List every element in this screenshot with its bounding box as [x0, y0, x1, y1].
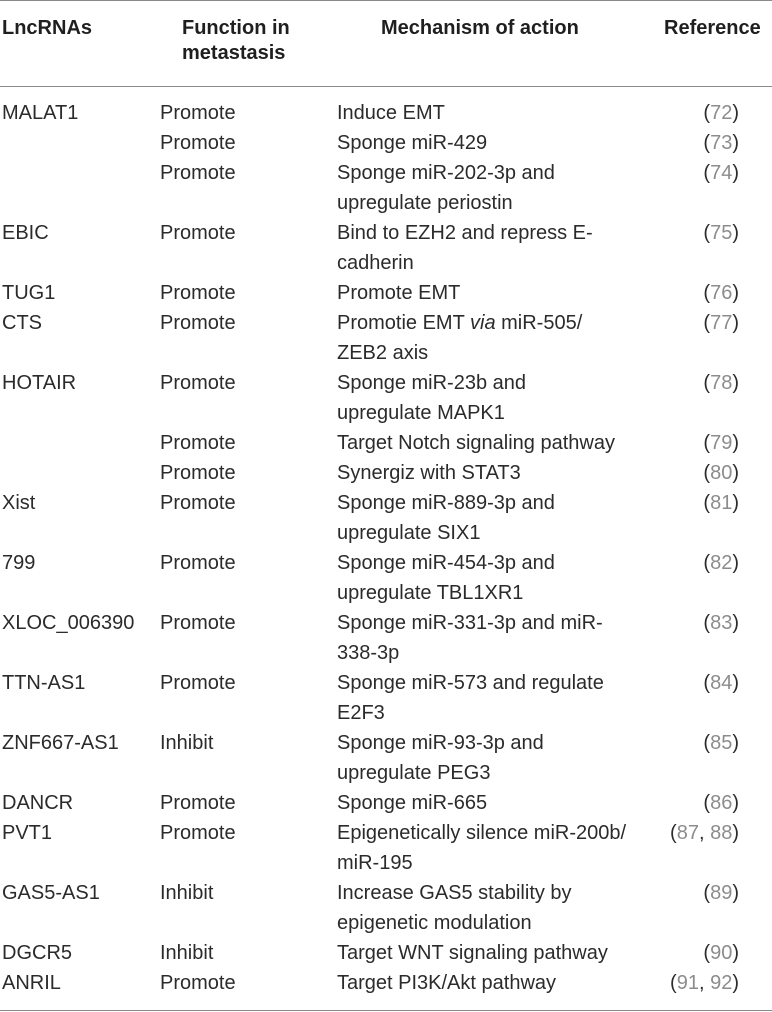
cell-function: Promote [160, 612, 236, 634]
cell-function: Promote [160, 162, 236, 184]
table-row [0, 728, 772, 788]
header-reference: Reference [664, 17, 761, 39]
table-row [0, 128, 772, 158]
cell-function: Promote [160, 822, 236, 844]
cell-function: Promote [160, 312, 236, 334]
table-row [0, 878, 772, 938]
cell-lncrna: TUG1 [2, 282, 56, 304]
cell-function: Promote [160, 492, 236, 514]
cell-lncrna: DGCR5 [2, 942, 73, 964]
reference-link[interactable]: 88 [710, 822, 733, 844]
mechanism-line: Promote EMT [337, 282, 461, 304]
table-row [0, 158, 772, 218]
mechanism-line: Epigenetically silence miR-200b/ [337, 822, 627, 844]
cell-function: Promote [160, 672, 236, 694]
table-row [0, 368, 772, 428]
reference-link[interactable]: 91 [676, 972, 699, 994]
table-row [0, 788, 772, 818]
table-header [0, 16, 772, 76]
mechanism-line: ZEB2 axis [337, 342, 429, 364]
header-rule [0, 86, 772, 87]
cell-reference: (74) [703, 162, 739, 184]
cell-mechanism [337, 968, 556, 998]
cell-mechanism [337, 428, 615, 458]
mechanism-line: upregulate MAPK1 [337, 402, 505, 424]
reference-link[interactable]: 87 [676, 822, 699, 844]
mechanism-line: Sponge miR-665 [337, 792, 488, 814]
reference-link[interactable]: 82 [710, 552, 733, 574]
cell-lncrna: 799 [2, 552, 36, 574]
cell-function: Promote [160, 282, 236, 304]
table-row [0, 278, 772, 308]
table-row [0, 488, 772, 548]
reference-link[interactable]: 73 [710, 132, 733, 154]
reference-link[interactable]: 76 [710, 282, 733, 304]
mechanism-line: upregulate SIX1 [337, 522, 481, 544]
cell-reference: (86) [703, 792, 739, 814]
cell-lncrna: Xist [2, 492, 36, 514]
cell-lncrna: ANRIL [2, 972, 61, 994]
mechanism-line: Sponge miR-93-3p and [337, 732, 544, 754]
reference-link[interactable]: 92 [710, 972, 733, 994]
cell-function: Promote [160, 462, 236, 484]
cell-function: Promote [160, 432, 236, 454]
reference-link[interactable]: 83 [710, 612, 733, 634]
mechanism-text: Promotie EMT [337, 312, 470, 334]
cell-lncrna: TTN-AS1 [2, 672, 86, 694]
cell-reference: (79) [703, 432, 739, 454]
cell-function: Promote [160, 102, 236, 124]
cell-reference: (76) [703, 282, 739, 304]
table-row [0, 308, 772, 368]
mechanism-line: 338-3p [337, 642, 400, 664]
header-function-line1: Function in [182, 17, 290, 39]
cell-function: Promote [160, 222, 236, 244]
cell-mechanism [337, 158, 555, 218]
mechanism-line: Target Notch signaling pathway [337, 432, 615, 454]
mechanism-line: Sponge miR-573 and regulate [337, 672, 604, 694]
cell-reference: (82) [703, 552, 739, 574]
mechanism-line: Sponge miR-202-3p and [337, 162, 555, 184]
cell-lncrna: DANCR [2, 792, 74, 814]
mechanism-line: Sponge miR-23b and [337, 372, 527, 394]
cell-function: Inhibit [160, 732, 214, 754]
table-row [0, 548, 772, 608]
cell-lncrna: XLOC_006390 [2, 612, 135, 634]
cell-mechanism [337, 788, 487, 818]
header-function [182, 16, 290, 66]
cell-reference: (89) [703, 882, 739, 904]
reference-link[interactable]: 85 [710, 732, 733, 754]
cell-function: Promote [160, 372, 236, 394]
reference-link[interactable]: 72 [710, 102, 733, 124]
cell-lncrna: ZNF667-AS1 [2, 732, 119, 754]
cell-reference: (87, 88) [670, 822, 739, 844]
table-row [0, 608, 772, 668]
cell-lncrna: HOTAIR [2, 372, 77, 394]
mechanism-line: Induce EMT [337, 102, 445, 124]
cell-mechanism [337, 668, 604, 728]
cell-reference: (78) [703, 372, 739, 394]
header-lncrnas: LncRNAs [2, 17, 93, 39]
table-row [0, 218, 772, 278]
table-row [0, 938, 772, 968]
bottom-rule [0, 1010, 772, 1011]
mechanism-italic-text: via [470, 312, 496, 334]
mechanism-line: Sponge miR-889-3p and [337, 492, 555, 514]
cell-lncrna: EBIC [2, 222, 49, 244]
table-row [0, 818, 772, 878]
mechanism-line: Increase GAS5 stability by [337, 882, 572, 904]
cell-reference: (84) [703, 672, 739, 694]
mechanism-line: Synergiz with STAT3 [337, 462, 521, 484]
cell-lncrna: CTS [2, 312, 42, 334]
mechanism-line: Target WNT signaling pathway [337, 942, 608, 964]
cell-mechanism [337, 728, 544, 788]
cell-function: Promote [160, 132, 236, 154]
cell-mechanism [337, 128, 487, 158]
reference-link[interactable]: 78 [710, 372, 733, 394]
cell-reference: (90) [703, 942, 739, 964]
header-function-line2: metastasis [182, 42, 286, 64]
table-row [0, 428, 772, 458]
cell-function: Inhibit [160, 882, 214, 904]
table-row [0, 458, 772, 488]
cell-mechanism [337, 818, 626, 878]
mechanism-line: Sponge miR-429 [337, 132, 488, 154]
cell-reference: (85) [703, 732, 739, 754]
cell-reference: (83) [703, 612, 739, 634]
cell-mechanism [337, 938, 608, 968]
cell-mechanism [337, 218, 593, 278]
mechanism-line: upregulate PEG3 [337, 762, 491, 784]
reference-link[interactable]: 79 [710, 432, 733, 454]
cell-mechanism [337, 368, 526, 428]
cell-reference: (91, 92) [670, 972, 739, 994]
mechanism-line: epigenetic modulation [337, 912, 532, 934]
mechanism-line: Target PI3K/Akt pathway [337, 972, 557, 994]
mechanism-line: E2F3 [337, 702, 385, 724]
reference-link[interactable]: 77 [710, 312, 733, 334]
mechanism-line: Sponge miR-454-3p and [337, 552, 555, 574]
reference-link[interactable]: 84 [710, 672, 733, 694]
top-rule [0, 0, 772, 1]
mechanism-line: upregulate TBL1XR1 [337, 582, 524, 604]
mechanism-line: cadherin [337, 252, 414, 274]
reference-link[interactable]: 75 [710, 222, 733, 244]
cell-reference: (75) [703, 222, 739, 244]
reference-link[interactable]: 86 [710, 792, 733, 814]
mechanism-line: miR-195 [337, 852, 413, 874]
cell-lncrna: PVT1 [2, 822, 53, 844]
cell-function: Inhibit [160, 942, 214, 964]
cell-mechanism [337, 488, 555, 548]
cell-reference: (73) [703, 132, 739, 154]
mechanism-line: Sponge miR-331-3p and miR- [337, 612, 603, 634]
table-row [0, 98, 772, 128]
table-row [0, 668, 772, 728]
cell-reference: (80) [703, 462, 739, 484]
mechanism-line: Bind to EZH2 and repress E- [337, 222, 593, 244]
header-mechanism: Mechanism of action [381, 17, 579, 39]
cell-function: Promote [160, 792, 236, 814]
reference-link[interactable]: 89 [710, 882, 733, 904]
cell-mechanism [337, 458, 521, 488]
mechanism-line: upregulate periostin [337, 192, 513, 214]
cell-mechanism [337, 308, 582, 368]
cell-function: Promote [160, 972, 236, 994]
reference-link[interactable]: 74 [710, 162, 733, 184]
cell-lncrna: GAS5-AS1 [2, 882, 100, 904]
cell-lncrna: MALAT1 [2, 102, 79, 124]
reference-link[interactable]: 90 [710, 942, 733, 964]
mechanism-text: miR-505/ [495, 312, 583, 334]
cell-reference: (81) [703, 492, 739, 514]
mechanism-line [337, 308, 582, 338]
cell-mechanism [337, 278, 460, 308]
cell-mechanism [337, 608, 603, 668]
cell-reference: (77) [703, 312, 739, 334]
table-row [0, 968, 772, 998]
cell-mechanism [337, 548, 555, 608]
cell-reference: (72) [703, 102, 739, 124]
cell-function: Promote [160, 552, 236, 574]
reference-link[interactable]: 81 [710, 492, 733, 514]
cell-mechanism [337, 98, 445, 128]
reference-link[interactable]: 80 [710, 462, 733, 484]
cell-mechanism [337, 878, 572, 938]
